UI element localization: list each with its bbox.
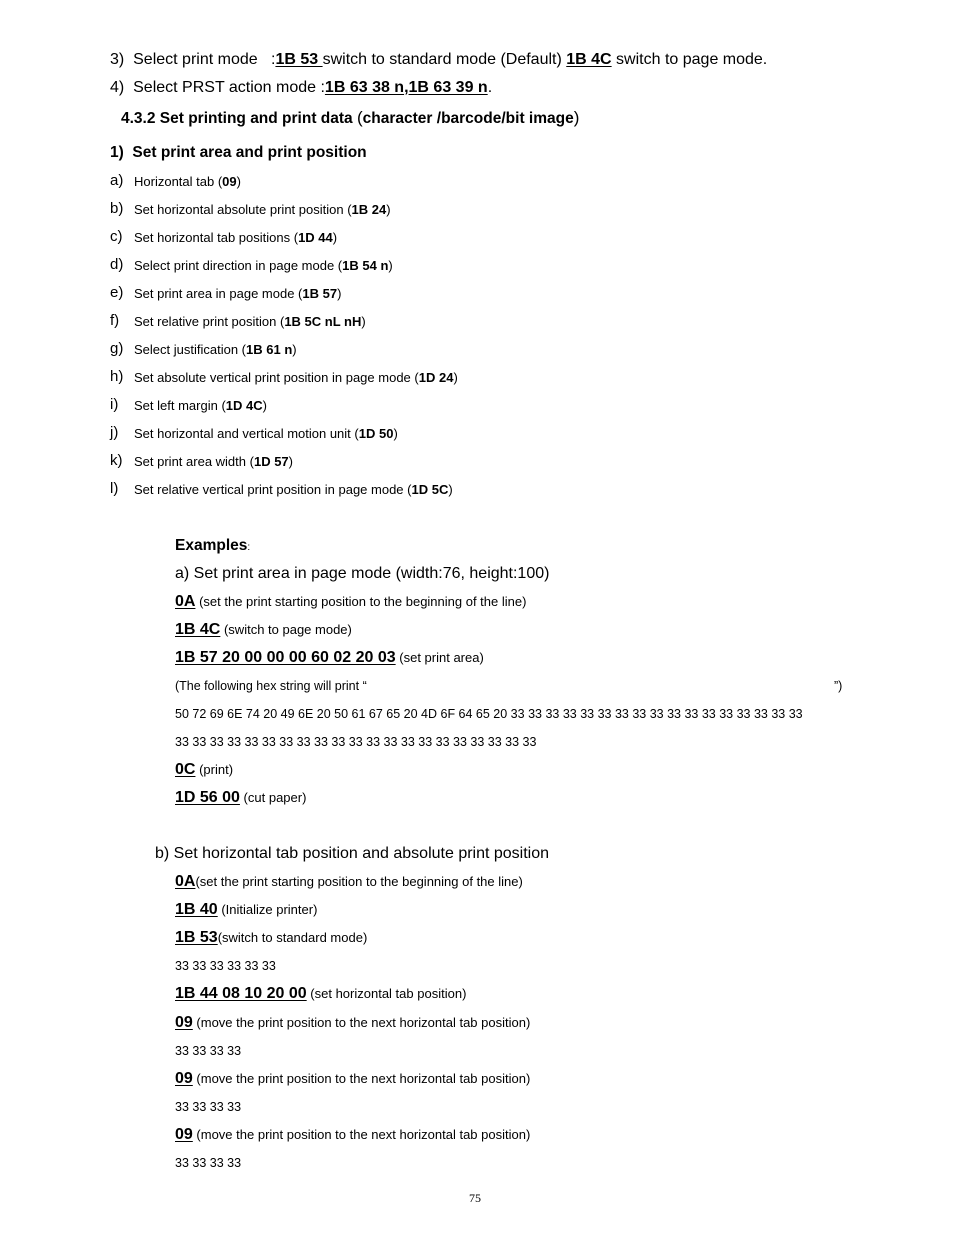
hex-code: 1D 56 00 (175, 789, 240, 806)
command-entry: Select justification (1B 61 n) (134, 342, 297, 357)
command-text: Set horizontal tab positions (134, 230, 291, 245)
command-entry: Set left margin (1D 4C) (134, 398, 267, 413)
code-note: (switch to page mode) (220, 622, 352, 637)
command-text: Horizontal tab (134, 174, 215, 189)
command-code: 1B 54 n (342, 258, 389, 273)
item-3-mid: switch to standard mode (Default) (322, 51, 567, 68)
command-label: k) (110, 452, 123, 469)
example-a-line-3: 1B 57 20 00 00 00 60 02 20 03 (set print area) (175, 649, 484, 666)
command-code: 1B 24 (351, 202, 387, 217)
code-note: (Initialize printer) (217, 902, 318, 917)
hex-code: 0A (175, 593, 196, 610)
examples-title-text: Examples (175, 537, 248, 554)
code-note: (set the print starting position to the beginning of the line) (195, 874, 523, 889)
example-b-line-1 (175, 873, 523, 891)
command-code: 1D 57 (253, 454, 289, 469)
item-4-text: Select PRST action mode : (133, 79, 325, 96)
hex-code: 09 (175, 1126, 193, 1143)
code-note: (switch to standard mode) (217, 930, 368, 945)
command-text: Set horizontal absolute print position (134, 202, 344, 217)
command-entry: Set horizontal and vertical motion unit (1D 50) (134, 426, 398, 441)
command-label: b) (110, 200, 124, 217)
hex-intro: (The following hex string will print “ (175, 679, 367, 693)
command-label: g) (110, 340, 124, 357)
hex-code: 0A (175, 873, 196, 890)
command-entry: Select print direction in page mode (1B 54 n) (134, 258, 393, 273)
example-a-line-1 (175, 593, 526, 611)
command-code: 1D 4C (225, 398, 263, 413)
item-4-comma: , (404, 79, 409, 96)
item-3-code-page: 1B 4C (566, 51, 612, 68)
example-b-line-2 (175, 901, 317, 919)
examples-colon: : (247, 542, 251, 553)
code-note: set print area (403, 650, 480, 665)
command-label: i) (110, 396, 119, 413)
example-a-heading: a) Set print area in page mode (width:76, height:100) (175, 565, 550, 582)
item-3-code-standard: 1B 53 (275, 51, 323, 68)
example-a-line-5: 1D 56 00 (cut paper) (175, 789, 307, 806)
command-entry: Set horizontal absolute print position (1B 24) (134, 202, 391, 217)
code-note: (set the print starting position to the beginning of the line) (195, 594, 527, 609)
hex-code: 1B 44 08 10 20 00 (175, 985, 307, 1002)
command-label: f) (110, 312, 120, 329)
subheading: 1) Set print area and print position (110, 144, 367, 161)
example-b-tab-2: 09 (move the print position to the next horizontal tab position) (175, 1070, 531, 1087)
item-4 (110, 79, 492, 97)
item-3 (110, 51, 767, 69)
example-a-line-4: 0C (print) (175, 761, 234, 778)
code-note: cut paper (247, 790, 303, 805)
command-label: h) (110, 368, 124, 385)
command-code: 1B 5C nL nH (284, 314, 362, 329)
command-entry: Set horizontal tab positions (1D 44) (134, 230, 338, 245)
item-4-end: . (487, 79, 493, 96)
command-label: c) (110, 228, 123, 245)
command-label: d) (110, 256, 124, 273)
hex-code: 09 (175, 1014, 193, 1031)
command-entry: Horizontal tab (09) (134, 174, 241, 189)
hex-string-line-2: 33 33 33 33 33 33 33 33 33 33 33 33 33 33 33 33 33 33 33 33 33 (175, 735, 537, 749)
data-bytes: 33 33 33 33 33 33 (175, 959, 276, 973)
example-b-tab-3: 09 (move the print position to the next horizontal tab position) (175, 1126, 531, 1143)
hex-code: 1B 57 20 00 00 00 60 02 20 03 (175, 649, 396, 666)
section-inner: character /barcode/bit image (362, 110, 574, 127)
item-4-number: 4) (110, 79, 125, 96)
command-code: 1D 24 (418, 370, 454, 385)
command-label: l) (110, 480, 119, 497)
item-3-sep: : (270, 51, 276, 68)
item-3-number: 3) (110, 51, 125, 68)
item-4-code1: 1B 63 38 n (324, 79, 405, 96)
hex-code: 0C (175, 761, 196, 778)
code-note: move the print position to the next horizontal tab position (200, 1015, 526, 1030)
command-text: Set print area width (134, 454, 247, 469)
hex-code: 1B 4C (175, 621, 221, 638)
command-text: Set relative vertical print position in page mode (134, 482, 404, 497)
command-text: Set absolute vertical print position in page mode (134, 370, 411, 385)
item-3-text: Select print mode (133, 51, 258, 68)
page-number: 75 (469, 1191, 481, 1205)
command-code: 1D 5C (411, 482, 449, 497)
hex-code: 09 (175, 1070, 193, 1087)
section-prefix: 4.3.2 Set printing and print data (121, 110, 353, 127)
code-note: print (203, 762, 229, 777)
command-code: 1B 61 n (246, 342, 293, 357)
command-text: Select justification (134, 342, 239, 357)
command-text: Select print direction in page mode (134, 258, 335, 273)
command-code: 09 (222, 174, 237, 189)
example-b-tab-1: 09 (move the print position to the next horizontal tab position) (175, 1014, 531, 1031)
data-bytes: 33 33 33 33 (175, 1156, 242, 1170)
code-note: move the print position to the next horizontal tab position (200, 1071, 526, 1086)
section-heading (121, 108, 579, 128)
example-a-line-2 (175, 621, 352, 639)
command-entry: Set absolute vertical print position in page mode (1D 24) (134, 370, 458, 385)
command-entry: Set relative vertical print position in page mode (1D 5C) (134, 482, 453, 497)
command-label: j) (110, 424, 119, 441)
code-note: move the print position to the next horizontal tab position (200, 1127, 526, 1142)
data-bytes: 33 33 33 33 (175, 1100, 242, 1114)
code-note: set horizontal tab position (314, 986, 463, 1001)
command-code: 1D 50 (358, 426, 394, 441)
command-entry: Set print area in page mode (1B 57) (134, 286, 342, 301)
command-code: 1D 44 (298, 230, 333, 245)
example-b-line-4: 1B 44 08 10 20 00 (set horizontal tab position) (175, 985, 467, 1002)
command-text: Set horizontal and vertical motion unit (134, 426, 351, 441)
command-text: Set relative print position (134, 314, 277, 329)
data-bytes: 33 33 33 33 (175, 1044, 242, 1058)
item-3-end: switch to page mode. (611, 51, 768, 68)
hex-intro-close: ”) (834, 679, 843, 693)
examples-title (175, 537, 250, 555)
hex-code: 1B 40 (175, 901, 218, 918)
section-rparen: ) (573, 108, 580, 127)
command-text: Set left margin (134, 398, 218, 413)
command-code: 1B 57 (302, 286, 338, 301)
example-b-line-3 (175, 929, 367, 947)
command-entry: Set relative print position (1B 5C nL nH) (134, 314, 366, 329)
command-label: e) (110, 284, 124, 301)
hex-code: 1B 53 (175, 929, 218, 946)
example-b-heading: b) Set horizontal tab position and absolute print position (155, 845, 550, 862)
command-entry: Set print area width (1D 57) (134, 454, 294, 469)
command-label: a) (110, 172, 124, 189)
command-text: Set print area in page mode (134, 286, 295, 301)
hex-string-line-1: 50 72 69 6E 74 20 49 6E 20 50 61 67 65 20 4D 6F 64 65 20 33 33 33 33 33 33 33 33 33 33 33 33 33 33 33 33 33 (175, 707, 803, 721)
item-4-code2: 1B 63 39 n (408, 79, 488, 96)
section-lparen: ( (356, 108, 363, 127)
